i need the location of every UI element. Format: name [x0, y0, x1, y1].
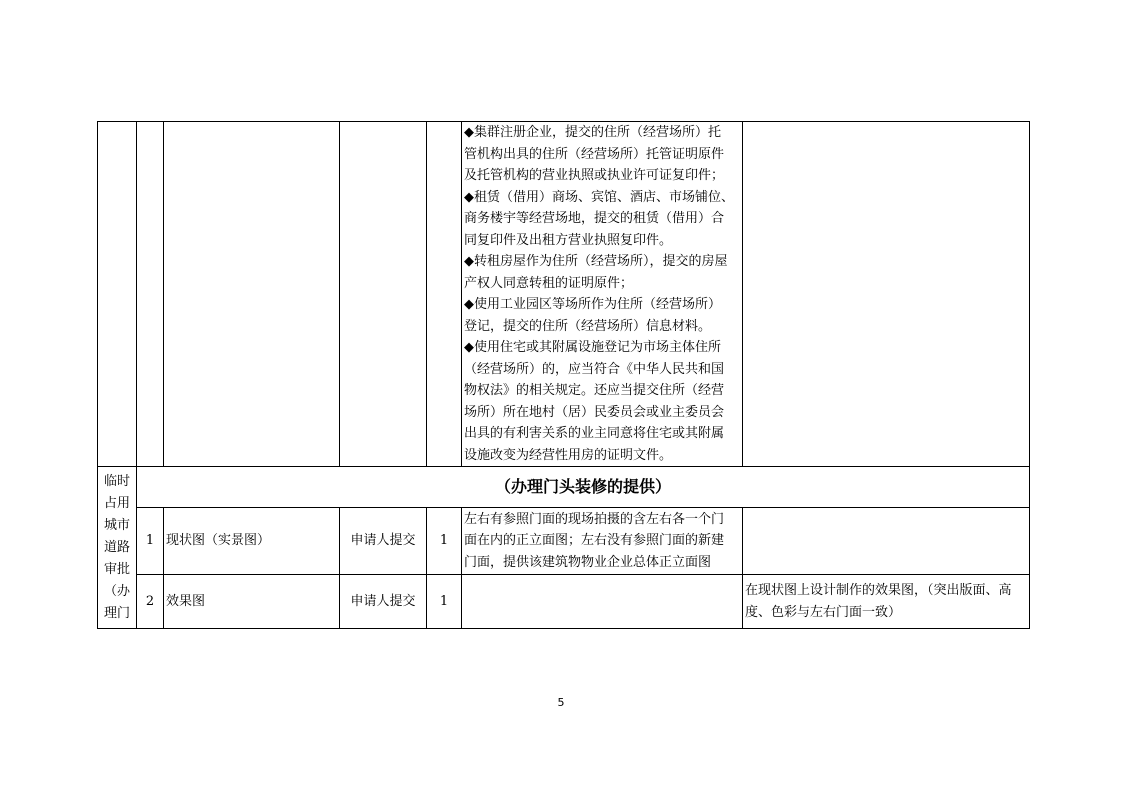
category-text: 占用 — [103, 495, 130, 511]
requirement-line: 设施改变为经营性用房的证明文件。 — [464, 447, 673, 463]
page-number: 5 — [557, 696, 565, 709]
continued-requirements — [462, 122, 743, 467]
material-requirements — [462, 575, 743, 629]
category-text: 城市 — [103, 517, 130, 533]
requirement-line: 同复印件及出租方营业执照复印件。 — [464, 232, 673, 248]
material-source: 申请人提交 — [340, 508, 427, 575]
section-title: （办理门头装修的提供） — [137, 467, 1030, 508]
category-text: （办 — [103, 583, 130, 599]
requirement-line: 出具的有利害关系的业主同意将住宅或其附属 — [464, 426, 725, 441]
remark-cell — [743, 575, 1030, 629]
row-number: 2 — [137, 575, 164, 629]
requirement-line: 管机构出具的住所（经营场所）托管证明原件 — [464, 146, 725, 162]
material-requirements — [462, 508, 743, 575]
name-cell-empty — [164, 122, 340, 467]
row-number: 1 — [137, 508, 164, 575]
category-text: 理门 — [103, 605, 130, 621]
source-cell-empty — [340, 122, 427, 467]
requirement-line: 商务楼宇等经营场地，提交的租赁（借用）合 — [464, 211, 725, 226]
requirement-line: ◆集群注册企业，提交的住所（经营场所）托 — [464, 125, 721, 140]
table-row — [98, 508, 1030, 575]
remark-cell — [743, 508, 1030, 575]
table-row — [98, 575, 1030, 629]
requirement-line: 及托管机构的营业执照或执业许可证复印件； — [464, 168, 725, 183]
requirement-line: 物权法》的相关规定。还应当提交住所（经营 — [464, 383, 725, 398]
section-header-row — [98, 467, 1030, 508]
requirement-line: 场所）所在地村（居）民委员会或业主委员会 — [464, 404, 725, 420]
remark-line: 度、色彩与左右门面一致） — [745, 604, 902, 620]
requirement-line: （经营场所）的，应当符合《中华人民共和国 — [464, 361, 725, 377]
requirement-line: 产权人同意转租的证明原件； — [464, 275, 634, 291]
requirement-line: ◆租赁（借用）商场、宾馆、酒店、市场铺位、 — [464, 189, 734, 205]
copy-count: 1 — [427, 508, 462, 575]
copy-count: 1 — [427, 575, 462, 629]
requirement-line: 左右有参照门面的现场拍摄的含左右各一个门 — [464, 511, 725, 527]
requirement-line: 登记，提交的住所（经营场所）信息材料。 — [464, 318, 712, 334]
material-name: 现状图（实景图） — [164, 508, 340, 575]
requirement-line: ◆转租房屋作为住所（经营场所），提交的房屋 — [464, 254, 728, 269]
category-text: 道路 — [103, 539, 130, 555]
num-cell-empty — [137, 122, 164, 467]
count-cell-empty — [427, 122, 462, 467]
category-text: 审批 — [103, 561, 130, 577]
category-text: 临时 — [103, 473, 130, 489]
material-name: 效果图 — [164, 575, 340, 629]
requirement-line: 门面，提供该建筑物物业企业总体正立面图 — [464, 554, 712, 570]
requirement-line: ◆使用工业园区等场所作为住所（经营场所） — [464, 297, 721, 312]
remark-line: 在现状图上设计制作的效果图，（突出版面、高 — [745, 583, 1012, 598]
remark-cell-empty — [743, 122, 1030, 467]
material-source: 申请人提交 — [340, 575, 427, 629]
category-cell-empty — [98, 122, 137, 467]
continued-row — [98, 122, 1030, 467]
requirement-line: 面在内的正立面图；左右没有参照门面的新建 — [464, 533, 725, 549]
category-cell — [98, 467, 137, 629]
requirement-line: ◆使用住宅或其附属设施登记为市场主体住所 — [464, 340, 721, 355]
materials-table — [97, 121, 1030, 629]
